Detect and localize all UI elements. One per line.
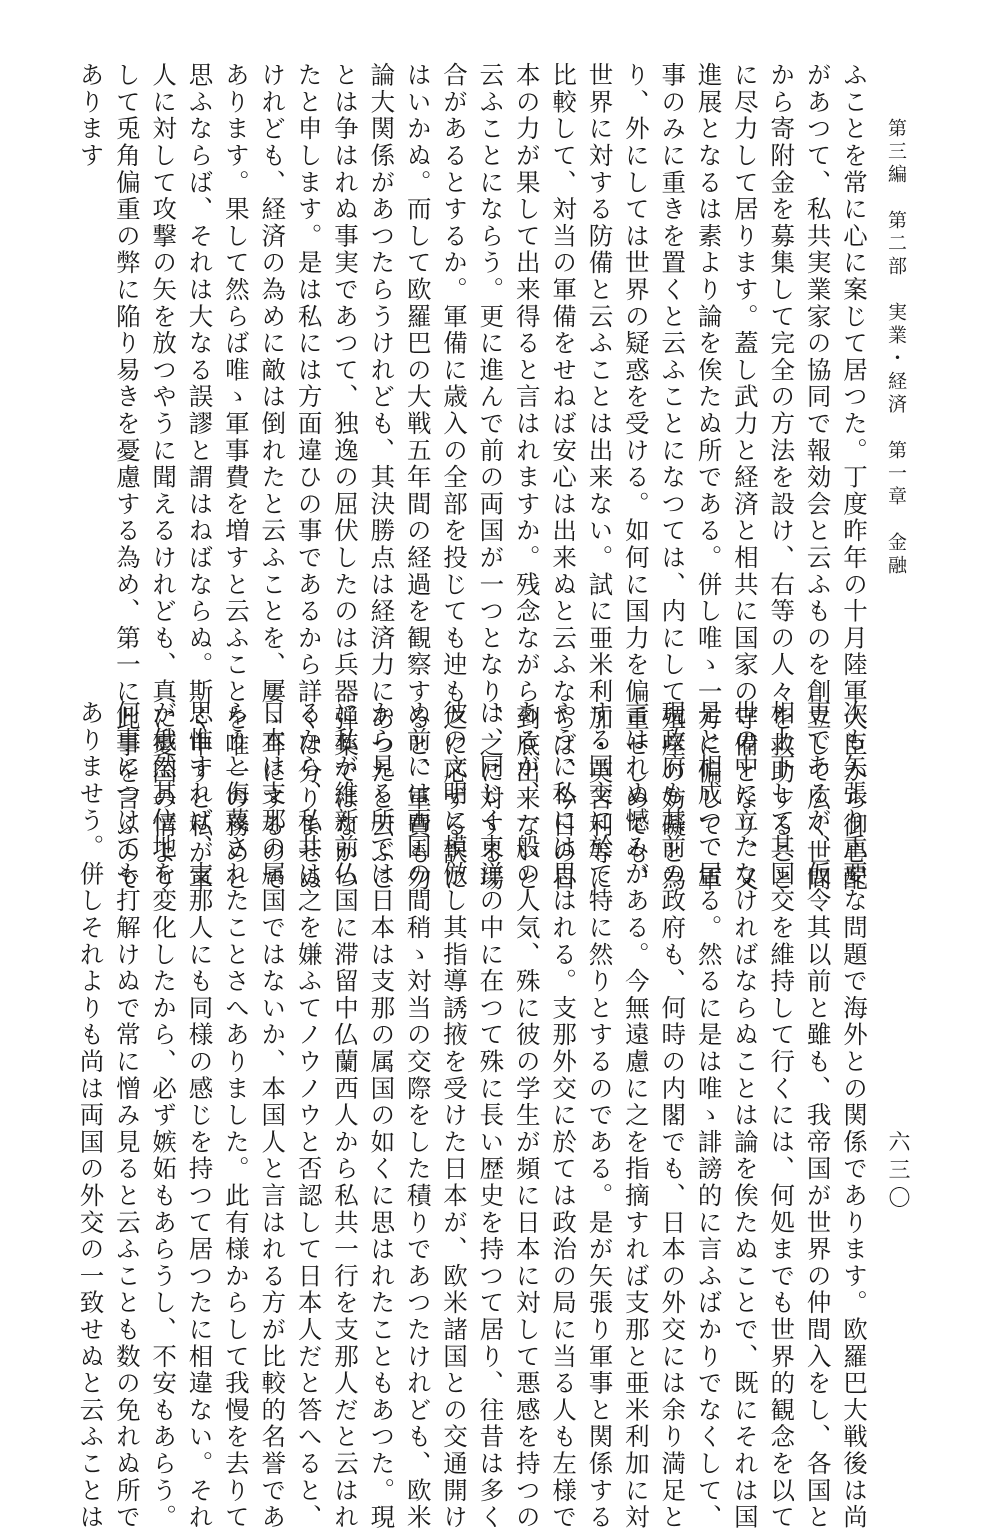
text-column: 事のみに重きを置くと云ふことになつては、内にして殖産の妨礙と為 (658, 62, 688, 893)
text-column: はいかぬ。而して欧羅巴の大戦五年間の経過を観察すると、軍費も勿 (403, 62, 433, 893)
text-column: とは争はれぬ事実であつて、独逸の屈伏したのは兵器弾薬ではなかつ (330, 62, 360, 893)
text-column: ふことを常に心に案じて居つた。丁度昨年の十月陸軍大臣から御心配 (840, 62, 869, 893)
text-column: ぬ前には両国の間稍ゝ対当の交際をした積りであつたけれども、欧米 (403, 700, 433, 1531)
text-column: 云ふことにならう。更に進んで前の両国が一つとなり、之に対する場 (476, 62, 506, 893)
text-column: たと申します。是は私には方面違ひの事であるから詳くは分りませぬ (294, 62, 324, 893)
text-column: あるが、一般の人気、殊に彼の学生が頻に日本に対して悪感を持つの (512, 700, 542, 1531)
text-column: けれども、経済の為めに敵は倒れたと云ふことを、屢ゝ耳にするので (258, 62, 288, 893)
text-column: 次も矢張り重要な問題で海外との関係であります。欧羅巴大戦後は尚 (840, 700, 869, 1531)
text-column: 更であるが、仮令其以前と雖も、我帝国が世界の仲間入をし、各国と (803, 700, 833, 1531)
text-column: から見る所では日本は支那の属国の如くに思はれたこともあつた。現 (367, 700, 397, 1531)
running-header: 第三編 第二部 実業・経済 第一章 金融 (885, 118, 907, 578)
text-column: する国交に於て特に然りとするのである。是が矢張り軍事と関係する (585, 700, 615, 1531)
text-column: があつて、私共実業家の協同で報効会と云ふものを創立して広く世間 (803, 62, 833, 893)
text-column: 思ふならば、それは大なる誤謬と謂はねばならぬ。斯く申すと私が軍 (185, 62, 215, 893)
text-column: して兎角偏重の弊に陥り易きを憂慮する為め、第一に此事を言ふので (112, 62, 142, 893)
text-column: は、同じく東洋の中に在つて殊に長い歴史を持つて居り、往昔は多く (476, 700, 506, 1531)
text-column: 日本は支那の属国ではないか、本国人と言はれる方が比較的名誉であ (258, 700, 288, 1531)
upper-text-block (66, 62, 869, 893)
text-column: ありませう。併しそれよりも尚は両国の外交の一致せぬと云ふことは (76, 700, 106, 1531)
text-column: らうと侮蔑されたことさへありました。此有様からして我慢を去りて (221, 700, 251, 1531)
lower-text-block (66, 700, 869, 1531)
text-column: あります。果して然らば唯ゝ軍事費を増すと云ふことを唯一の務めと (221, 62, 251, 893)
text-column: に尽力して居ります。蓋し武力と経済と相共に国家の守備となり、又 (730, 62, 760, 893)
text-column: 合があるとするか。軍備に歳入の全部を投じても迚も之に応ずる訳に (440, 62, 470, 893)
text-column: 世界に対する防備と云ふことは出来ない。試に亜米利加・英吉利等に (585, 62, 615, 893)
text-column: 何事につけても打解けぬで常に憎み見ると云ふことも数の免れぬ所で (112, 700, 142, 1531)
text-column: 論大関係があつたらうけれども、其決勝点は経済力にあつたと云ふこ (367, 62, 397, 893)
page-number: 六三〇 (885, 1130, 910, 1214)
text-column: り、外にしては世界の疑惑を受ける。如何に国力を偏重せしめても、 (621, 62, 651, 893)
text-column: 相上下して其国交を維持して行くには、何処までも世界的観念を以て (767, 700, 797, 1531)
text-column: 人に対して攻撃の矢を放つやうに聞えるけれども、真に憂国の情より (149, 62, 179, 893)
text-column: 彼の文明に模倣し其指導誘掖を受けた日本が、欧米諸国との交通開け (440, 700, 470, 1531)
text-column: が俄然其位地を変化したから、必ず嫉妬もあらうし、不安もあらう。 (149, 700, 179, 1531)
text-column: 言はれぬ憾みがある。今無遠慮に之を指摘すれば支那と亜米利加に対 (621, 700, 651, 1531)
text-column: 世の中に立たなければならぬことは論を俟たぬことで、既にそれは国 (730, 700, 760, 1531)
text-column: から寄附金を募集して完全の方法を設け、右等の人々を救助すること (767, 62, 797, 893)
text-column: あります (76, 62, 106, 170)
text-column: 現政府も其前の政府も、何時の内閣でも、日本の外交には余り満足と (658, 700, 688, 1531)
text-column: るから、私共は之を嫌ふてノウノウと否認して日本人だと答へると、 (294, 700, 324, 1531)
text-column: やうに私には思はれる。支那外交に於ては政治の局に当る人も左様で (549, 700, 579, 1531)
text-column: 本の力が果して出来得ると言はれますか。残念ながら到底出来ないと (512, 62, 542, 893)
text-column: 思惟すれば、支那人にも同様の感じを持つて居つたに相違ない。それ (185, 700, 215, 1531)
text-column: 進展となるは素より論を俟たぬ所である。併し唯ゝ一方に偏して、軍 (694, 62, 724, 893)
text-column: 是と相成つて居る。然るに是は唯ゝ誹謗的に言ふばかりでなくして、 (694, 700, 724, 1531)
text-column: に私が維新前仏国に滞留中仏蘭西人から私共一行を支那人だと云はれ (330, 700, 360, 1531)
text-column: 比較して、対当の軍備をせねば安心は出来ぬと云ふならば、今日の日 (549, 62, 579, 893)
